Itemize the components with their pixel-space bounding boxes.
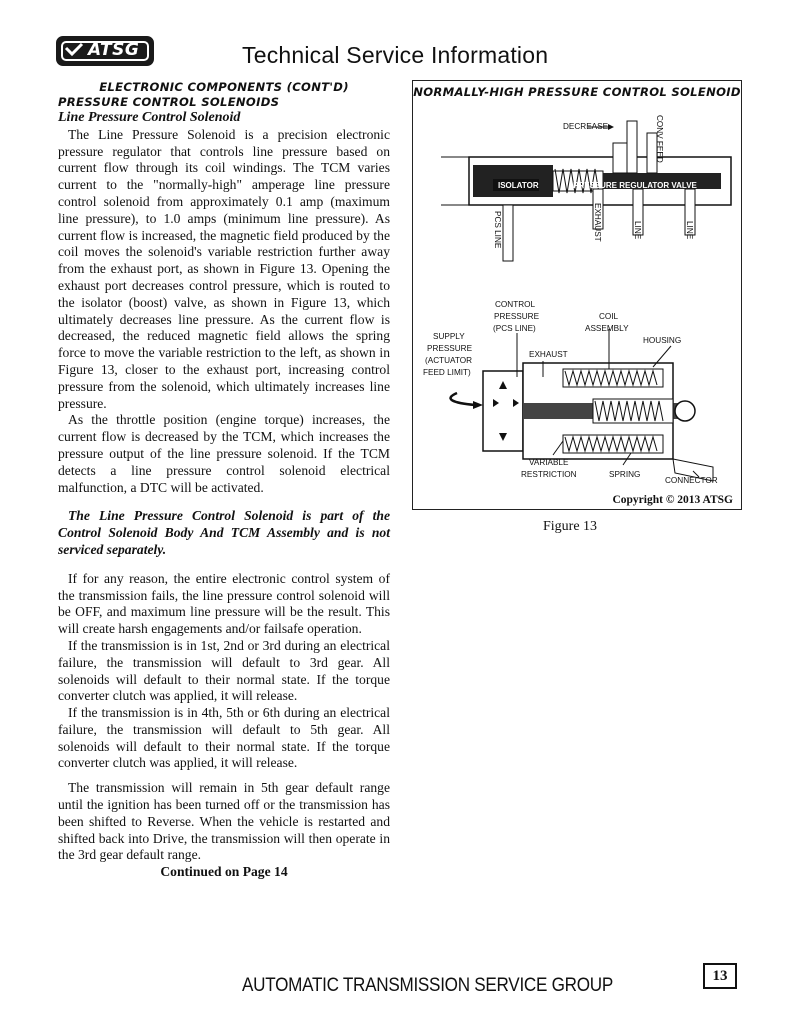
footer-text: AUTOMATIC TRANSMISSION SERVICE GROUP [242, 975, 613, 996]
paragraph: If the transmission is in 4th, 5th or 6th during an electrical failure, the transmission will default to 5th gear. All solenoids will default to their normal state. If the torque converter clutch was applied, it will release. [58, 705, 390, 771]
subsection-heading: PRESSURE CONTROL SOLENOIDS [58, 95, 280, 109]
page-header-title: Technical Service Information [242, 42, 549, 68]
paragraph: As the throttle position (engine torque) increases, the current flow is decreased by the TCM, which increases the pressure output of the line pressure solenoid. If the TCM detects a line pressure control solenoid electrical malfunction, a DTC will be activated. [58, 412, 390, 495]
label-line-1: LINE [633, 221, 642, 240]
pressure-regulator-assembly [441, 121, 731, 261]
service-note: The Line Pressure Control Solenoid is part of the Control Solenoid Body And TCM Assembly and is not serviced separately. [58, 508, 390, 557]
copyright-text: Copyright © 2013 ATSG [612, 494, 733, 506]
label-variable-2: RESTRICTION [521, 470, 577, 479]
main-text-column [58, 80, 390, 881]
page-number: 13 [703, 963, 737, 989]
paragraph: If the transmission is in 1st, 2nd or 3rd during an electrical failure, the transmission will default to 3rd gear. All solenoids will default to their normal state. If the torque converter clutch was applied, it will release. [58, 637, 390, 704]
paragraph: If for any reason, the entire electronic control system of the transmission fails, the line pressure control solenoid will be OFF, and maximum line pressure will be the result. This will create harsh engagements and/or failsafe operation. [58, 570, 390, 637]
label-supply-1: SUPPLY [433, 332, 465, 341]
label-decrease: DECREASE [563, 122, 609, 131]
label-supply-2: PRESSURE [427, 344, 473, 353]
label-exhaust: EXHAUST [529, 350, 568, 359]
figure-caption: Figure 13 [543, 519, 598, 534]
checkmark-logo-icon [64, 42, 84, 58]
solenoid-diagram [413, 81, 743, 511]
label-conv-feed: CONV FEED [655, 115, 664, 163]
label-variable-1: VARIABLE [529, 458, 569, 467]
label-exhaust-top: EXHAUST [593, 203, 602, 242]
solenoid-assembly [483, 363, 713, 481]
label-pcs-line: PCS LINE [493, 211, 502, 249]
label-line-2: LINE [685, 221, 694, 240]
label-pressure-regulator-valve: PRESSURE REGULATOR VALVE [573, 181, 697, 190]
continued-note: Continued on Page 14 [160, 864, 288, 880]
item-heading: Line Pressure Control Solenoid [58, 110, 241, 125]
label-supply-3: (ACTUATOR [425, 356, 473, 365]
label-spring: SPRING [609, 470, 641, 479]
label-coil-1: COIL [599, 312, 619, 321]
paragraph: The Line Pressure Solenoid is a precision electronic pressure regulator that controls line pressure based on current flow through its coil windings. The TCM varies current to the "normally-high" amperage line pressure control solenoid from approximately 0.1 amp (maximum line pressure), to 1.0 amps (minimum line pressure). As current flow is increased, the magnetic field produced by the coil moves the solenoid's variable restriction further away from the exhaust port, as shown in Figure 13. Opening the exhaust port decreases control pressure, which is routed to the isolator (boost) valve, as shown in Figure 13, which ultimately decreases line pressure. As the current flow is decreased, the reduced magnetic field allows the spring force to move the variable restriction to the left, as shown in Figure 13, closer to the exhaust port, increasing control pressure from the solenoid, which ultimately increases line pressure. [58, 126, 390, 411]
figure-title: NORMALLY-HIGH PRESSURE CONTROL SOLENOID [413, 85, 741, 99]
label-control-pressure-3: (PCS LINE) [493, 324, 536, 333]
label-connector: CONNECTOR [665, 476, 718, 485]
section-heading: ELECTRONIC COMPONENTS (CONT'D) [99, 80, 349, 94]
label-control-pressure-1: CONTROL [495, 300, 536, 309]
label-control-pressure-2: PRESSURE [494, 312, 540, 321]
logo-text: ATSG [88, 40, 140, 60]
label-supply-4: FEED LIMIT) [423, 368, 471, 377]
label-coil-2: ASSEMBLY [585, 324, 629, 333]
label-housing: HOUSING [643, 336, 682, 345]
paragraph: The transmission will remain in 5th gear default range until the ignition has been turned off or the transmission has been shifted to Reverse. When the vehicle is restarted and shifted back into Drive, the transmission will then operate in the 3rd gear default range. [58, 780, 390, 863]
label-isolator: ISOLATOR [498, 181, 539, 190]
figure-13-box [412, 80, 742, 510]
atsg-logo [56, 36, 154, 66]
